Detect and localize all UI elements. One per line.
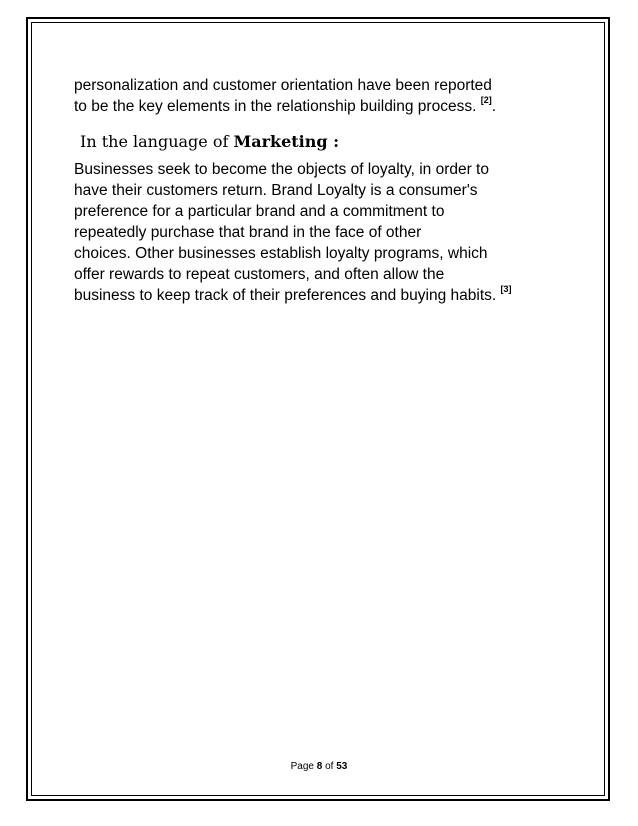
of-label: of — [325, 761, 334, 772]
page-content — [74, 75, 554, 306]
paragraph-line: have their customers return. Brand Loyalty is a consumer's — [74, 182, 478, 199]
paragraph-line: repeatedly purchase that brand in the face of other — [74, 224, 422, 241]
paragraph-line-text: to be the key elements in the relationship building process. — [74, 98, 477, 115]
sentence-end: . — [491, 98, 497, 115]
paragraph-line-text: business to keep track of their preferences and buying habits. — [74, 287, 497, 304]
heading-bold: Marketing : — [233, 132, 340, 151]
paragraph-line: preference for a particular brand and a commitment to — [74, 203, 445, 220]
paragraph-line-with-citation — [74, 96, 554, 117]
paragraph-relationship — [74, 75, 554, 117]
total-pages: 53 — [336, 761, 348, 772]
paragraph-line-with-citation — [74, 285, 554, 306]
paragraph-line: choices. Other businesses establish loyalty programs, which — [74, 245, 488, 262]
page-label: Page — [290, 761, 314, 772]
paragraph-line: Businesses seek to become the objects of loyalty, in order to — [74, 161, 489, 178]
section-heading — [80, 131, 554, 153]
page-number: 8 — [316, 761, 323, 772]
paragraph-marketing — [74, 159, 554, 306]
citation-marker: [3] — [500, 283, 512, 294]
page-footer — [0, 761, 638, 772]
paragraph-line: offer rewards to repeat customers, and often allow the — [74, 266, 445, 283]
paragraph-line: personalization and customer orientation have been reported — [74, 77, 492, 94]
citation-marker: [2] — [480, 94, 492, 105]
heading-prefix: In the language of — [80, 132, 234, 151]
